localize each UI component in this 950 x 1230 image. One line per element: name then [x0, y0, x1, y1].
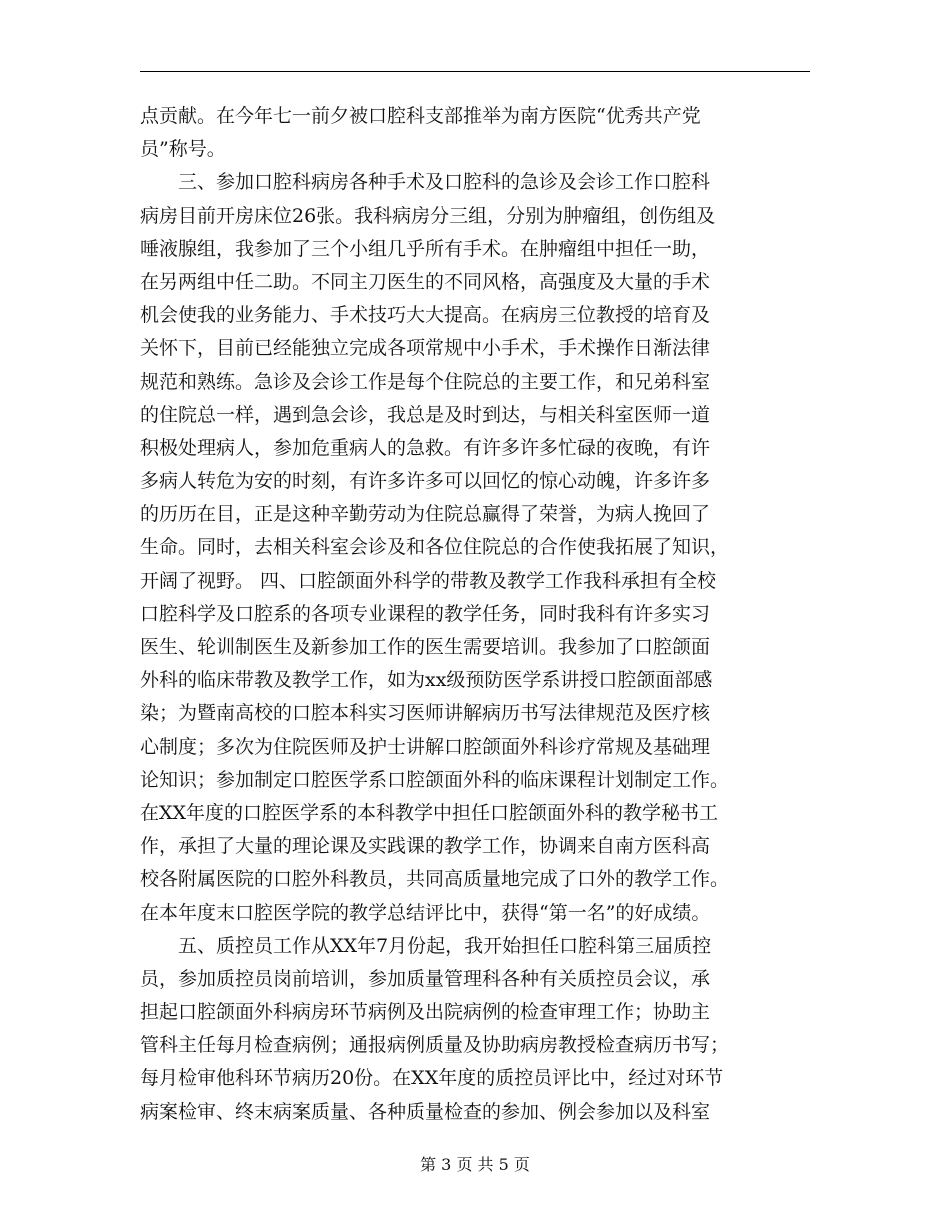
text-line: 外科的临床带教及教学工作，如为xx级预防医学系讲授口腔颌面部感 — [140, 669, 713, 692]
text-line: 的历历在目，正是这种辛勤劳动为住院总赢得了荣誉，为病人挽回了 — [140, 503, 711, 526]
text-line: 的住院总一样，遇到急会诊，我总是及时到达，与相关科室医师一道 — [140, 403, 711, 426]
text-line: 校各附属医院的口腔外科教员，共同高质量地完成了口外的教学工作。 — [140, 868, 730, 891]
text-line: 在XX年度的口腔医学系的本科教学中担任口腔颌面外科的教学秘书工 — [140, 801, 719, 824]
text-line: 论知识；参加制定口腔医学系口腔颌面外科的临床课程计划制定工作。 — [140, 768, 730, 791]
text-line: 积极处理病人，参加危重病人的急救。有许多许多忙碌的夜晚，有许 — [140, 436, 711, 459]
text-line: 点贡献。在今年七一前夕被口腔科支部推举为南方医院“优秀共产党 — [140, 105, 701, 127]
text-line: 病房目前开房床位26张。我科病房分三组，分别为肿瘤组，创伤组及 — [140, 204, 716, 227]
text-line: 三、参加口腔科病房各种手术及口腔科的急诊及会诊工作口腔科 — [140, 171, 711, 194]
text-line: 担起口腔颌面外科病房环节病例及出院病例的检查审理工作；协助主 — [140, 1001, 711, 1024]
text-line: 作，承担了大量的理论课及实践课的教学工作，协调来自南方医科高 — [140, 835, 711, 858]
text-line: 口腔科学及口腔系的各项专业课程的教学任务，同时我科有许多实习 — [140, 602, 711, 625]
page-footer: 第 3 页 共 5 页 — [420, 1155, 530, 1174]
text-line: 生命。同时，去相关科室会诊及和各位住院总的合作使我拓展了知识， — [140, 536, 730, 559]
text-line: 心制度；多次为住院医师及护士讲解口腔颌面外科诊疗常规及基础理 — [140, 735, 711, 758]
text-line: 在另两组中任二助。不同主刀医生的不同风格，高强度及大量的手术 — [140, 270, 711, 293]
text-line: 唾液腺组，我参加了三个小组几乎所有手术。在肿瘤组中担任一助， — [140, 237, 711, 260]
text-line: 在本年度末口腔医学院的教学总结评比中，获得“第一名”的好成绩。 — [140, 901, 711, 924]
body-text — [140, 100, 812, 1129]
text-line: 医生、轮训制医生及新参加工作的医生需要培训。我参加了口腔颌面 — [140, 636, 711, 658]
text-line: 每月检审他科环节病历20份。在XX年度的质控员评比中，经过对环节 — [140, 1067, 724, 1090]
text-line: 机会使我的业务能力、手术技巧大大提高。在病房三位教授的培育及 — [140, 304, 711, 327]
text-line: 管科主任每月检查病例；通报病例质量及协助病房教授检查病历书写； — [140, 1034, 730, 1057]
text-line: 员，参加质控员岗前培训，参加质量管理科各种有关质控员会议，承 — [140, 967, 711, 990]
text-line: 关怀下，目前已经能独立完成各项常规中小手术，手术操作日渐法律 — [140, 337, 711, 360]
text-line: 规范和熟练。急诊及会诊工作是每个住院总的主要工作，和兄弟科室 — [140, 370, 711, 393]
text-line: 病案检审、终末病案质量、各种质量检查的参加、例会参加以及科室 — [140, 1100, 711, 1123]
header-rule — [140, 71, 810, 72]
text-line: 染；为暨南高校的口腔本科实习医师讲解病历书写法律规范及医疗核 — [140, 702, 711, 725]
text-line: 多病人转危为安的时刻，有许多许多可以回忆的惊心动魄，许多许多 — [140, 470, 711, 493]
text-line: 开阔了视野。 四、口腔颌面外科学的带教及教学工作我科承担有全校 — [140, 569, 717, 592]
text-line: 五、质控员工作从XX年7月份起，我开始担任口腔科第三届质控 — [140, 934, 712, 957]
text-line: 员”称号。 — [140, 138, 226, 161]
